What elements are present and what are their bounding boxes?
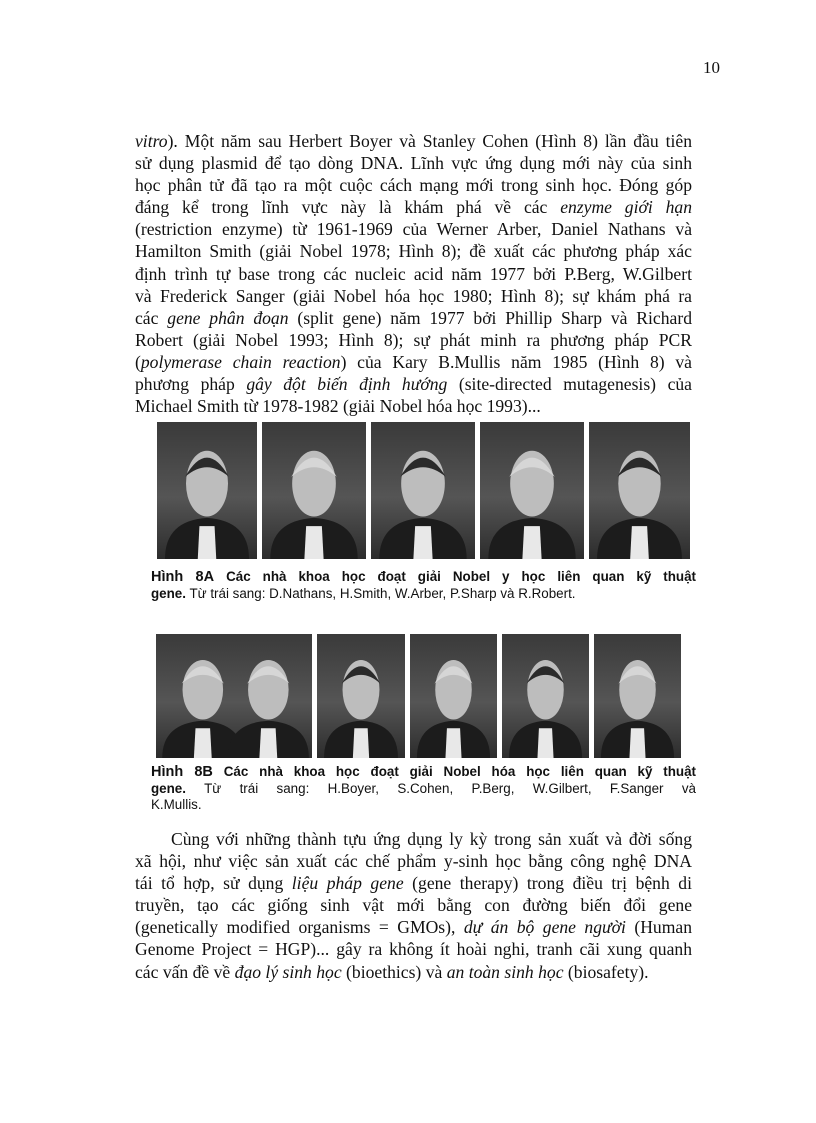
- text-run: sử dụng plasmid để tạo dòng DNA. Lĩnh vực ứng dụng mới này của sinh: [135, 153, 692, 174]
- italic-term: gene phân đoạn: [167, 307, 289, 328]
- italic-term: liệu pháp gene: [291, 873, 404, 894]
- caption-credits: Từ trái sang: H.Boyer, S.Cohen, P.Berg, W.Gilbert, F.Sanger và: [204, 780, 696, 796]
- text-run: ). Một năm sau Herbert Boyer và Stanley Cohen (Hình 8) lần đầu tiên: [167, 131, 692, 151]
- portrait-photo: [480, 422, 584, 559]
- text-line: [135, 218, 692, 240]
- portrait-photo: [262, 422, 366, 559]
- text-run: đáng kể trong lĩnh vực này là khám phá về các: [135, 197, 561, 218]
- text-run: ) của Kary B.Mullis năm 1985 (Hình 8) và: [340, 351, 692, 372]
- caption-title-end: gene.: [151, 780, 186, 796]
- text-run: (: [135, 351, 141, 372]
- text-line: [135, 174, 692, 196]
- italic-term: gây đột biến định hướng: [246, 374, 448, 395]
- caption-credits-end: K.Mullis.: [151, 797, 202, 812]
- text-line: [135, 938, 692, 960]
- text-line: [135, 850, 692, 872]
- caption-title: Các nhà khoa học đoạt giải Nobel hóa học liên quan kỹ thuật: [223, 764, 697, 779]
- figure-8a-caption: [151, 569, 696, 602]
- caption-credits: Từ trái sang: D.Nathans, H.Smith, W.Arber, P.Sharp và R.Robert.: [189, 585, 576, 601]
- portrait-photo: [594, 634, 681, 758]
- text-run: (gene therapy) trong điều trị bệnh di: [403, 873, 692, 894]
- text-line: [135, 130, 692, 152]
- text-run: (restriction enzyme) từ 1961-1969 của Werner Arber, Daniel Nathans và: [135, 219, 692, 240]
- text-run: (split gene) năm 1977 bởi Phillip Sharp và Richard: [288, 307, 693, 328]
- italic-term: polymerase chain reaction: [140, 351, 341, 372]
- text-run: truyền, tạo các giống sinh vật mới bằng con đường biến đổi gene: [135, 895, 692, 916]
- portrait-photo: [371, 422, 475, 559]
- text-line: [135, 263, 692, 285]
- italic-term: enzyme giới hạn: [560, 197, 692, 218]
- figure-8b-photos: [156, 634, 681, 758]
- text-run: (Human: [625, 917, 692, 938]
- text-line: [135, 307, 692, 329]
- text-line: [135, 285, 692, 307]
- text-run: định trình tự base trong các nucleic acid năm 1977 bởi P.Berg, W.Gilbert: [135, 263, 692, 284]
- text-line: [135, 872, 692, 894]
- text-run: Cùng với những thành tựu ứng dụng ly kỳ trong sản xuất và đời sống: [171, 829, 692, 849]
- text-line: [135, 351, 692, 373]
- portrait-photo: [157, 422, 257, 559]
- figure-8b-caption: [151, 764, 696, 814]
- text-line: [135, 373, 692, 395]
- text-run: các: [135, 307, 168, 328]
- portrait-photo: [410, 634, 497, 758]
- italic-term: đạo lý sinh học: [234, 961, 342, 982]
- text-run: phương pháp: [135, 374, 247, 395]
- caption-title: Các nhà khoa học đoạt giải Nobel y học liên quan kỹ thuật: [226, 569, 696, 584]
- text-line: [135, 395, 692, 417]
- portrait-photo: [156, 634, 312, 758]
- portrait-photo: [317, 634, 405, 758]
- page-number: 10: [703, 58, 720, 77]
- paragraph-bioethics: [135, 828, 692, 983]
- text-run: (genetically modified organisms = GMOs),: [135, 917, 464, 938]
- text-run: Hamilton Smith (giải Nobel 1978; Hình 8); đề xuất các phương pháp xác: [135, 241, 692, 262]
- text-line: [135, 240, 692, 262]
- text-run: tái tổ hợp, sử dụng: [135, 873, 292, 894]
- text-line: [135, 894, 692, 916]
- figure-label: Hình 8A: [151, 569, 215, 585]
- figure-8a-photos: [157, 422, 690, 559]
- text-line: [135, 152, 692, 174]
- text-run: xã hội, như việc sản xuất các chế phẩm y-sinh học bằng công nghệ DNA: [135, 851, 692, 872]
- text-run: (bioethics) và: [341, 961, 447, 982]
- italic-term: an toàn sinh học: [446, 961, 564, 982]
- text-run: các vấn đề về: [135, 961, 235, 982]
- caption-title-end: gene.: [151, 585, 186, 601]
- figure-label: Hình 8B: [151, 764, 213, 780]
- text-run: (biosafety).: [563, 961, 649, 982]
- text-run: học phân tử đã tạo ra một cuộc cách mạng mới trong sinh học. Đóng góp: [135, 175, 692, 196]
- portrait-photo: [502, 634, 589, 758]
- italic-term: vitro: [135, 131, 168, 151]
- text-run: Robert (giải Nobel 1993; Hình 8); sự phát minh ra phương pháp PCR: [135, 329, 692, 350]
- paragraph-history: [135, 130, 692, 417]
- text-run: (site-directed mutagenesis) của: [447, 374, 692, 395]
- text-line: [135, 196, 692, 218]
- text-line: [135, 828, 692, 850]
- text-line: [135, 916, 692, 938]
- text-run: Genome Project = HGP)... gây ra không ít hoài nghi, tranh cãi xung quanh: [135, 939, 692, 960]
- text-run: và Frederick Sanger (giải Nobel hóa học 1980; Hình 8); sự khám phá ra: [135, 285, 692, 306]
- text-run: Michael Smith từ 1978-1982 (giải Nobel hóa học 1993)...: [135, 396, 541, 417]
- text-line: [135, 961, 692, 983]
- text-line: [135, 329, 692, 351]
- portrait-photo: [589, 422, 690, 559]
- italic-term: dự án bộ gene người: [463, 917, 626, 938]
